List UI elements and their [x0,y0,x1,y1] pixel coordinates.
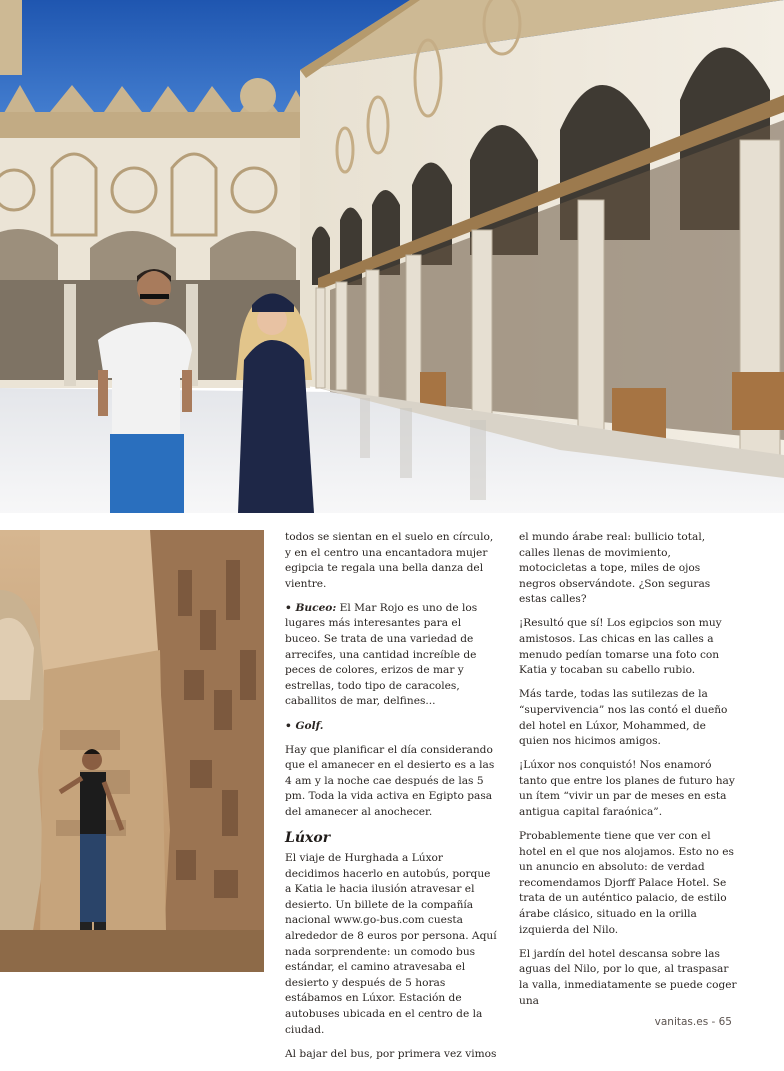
paragraph-viaje: El viaje de Hurghada a Lúxor decidimos hacerlo en autobús, porque a Katia le hacia ilusión atravesar el desierto. Un billete de la compañía nacional www.go-bus.com cuesta alrededor de 8 euros por persona. Aquí nada sorprendente: un comodo bus estándar, el camino atravesaba el desierto y después de 5 horas estábamos en Lúxor. Estación de autobuses ubicada en el centro de la ciudad. [285,852,497,1036]
buceo-label: • Buceo: [285,601,337,614]
article-column-1 [285,530,499,1071]
paragraph-mundo-arabe: el mundo árabe real: bullicio total, calles llenas de movimiento, motocicletas a tope, miles de ojos negros observándote. ¿Son seguras estas calles? [519,531,711,606]
subtitle-luxor: Lúxor [285,830,331,847]
golf-label: • Golf. [285,719,324,732]
paragraph-planificar: Hay que planificar el día considerando que el amanecer en el desierto es a las 4 am y la noche cae después de las 5 pm. Toda la vida activa en Egipto pasa del amanecer al anochecer. [285,743,495,818]
article-column-2 [519,530,739,1018]
paragraph-golf [285,719,499,735]
paragraph-jardin: El jardín del hotel descansa sobre las aguas del Nilo, por lo que, al traspasar la valla, inmediatamente se puede coger una [519,947,737,1007]
page-footer-number: vanitas.es - 65 [654,1016,732,1028]
buceo-text: El Mar Rojo es uno de los lugares más interesantes para el buceo. Se trata de una variedad de arrecifes, una cantidad increíble de peces de colores, erizos de mar y estrellas, todo tipo de caracoles, caballitos de mar, delfines... [285,601,478,708]
paragraph-sutilezas: Más tarde, todas las sutilezas de la “supervivencia” nos las contó el dueño del hotel en Lúxor, Mohammed, de quien nos hicimos amigos. [519,688,728,748]
hero-photo-mosque-courtyard [0,0,784,513]
woman-figure [236,294,314,514]
paragraph-danza: todos se sientan en el suelo en círculo, y en el centro una encantadora mujer egipcia te regala una bella danza del vientre. [285,531,494,590]
paragraph-bajar: Al bajar del bus, por primera vez vimos [285,1047,497,1060]
side-photo-luxor-temple [0,530,264,972]
paragraph-conquisto: ¡Lúxor nos conquistó! Nos enamoró tanto que entre los planes de futuro hay un ítem “vivir un par de meses en esta antigua capital faraónica”. [519,759,735,818]
paragraph-buceo [285,601,499,710]
paragraph-hotel: Probablemente tiene que ver con el hotel en el que nos alojamos. Esto no es un anuncio en absoluto: de verdad recomendamos Djorff Palace Hotel. Se trata de un auténtico palacio, de estilo árabe clásico, situado en la orilla izquierda del Nilo. [519,830,734,936]
paragraph-resulto: ¡Resultó que sí! Los egipcios son muy amistosos. Las chicas en las calles a menudo pedían tomarse una foto con Katia y tocaban su cabello rubio. [519,617,722,677]
